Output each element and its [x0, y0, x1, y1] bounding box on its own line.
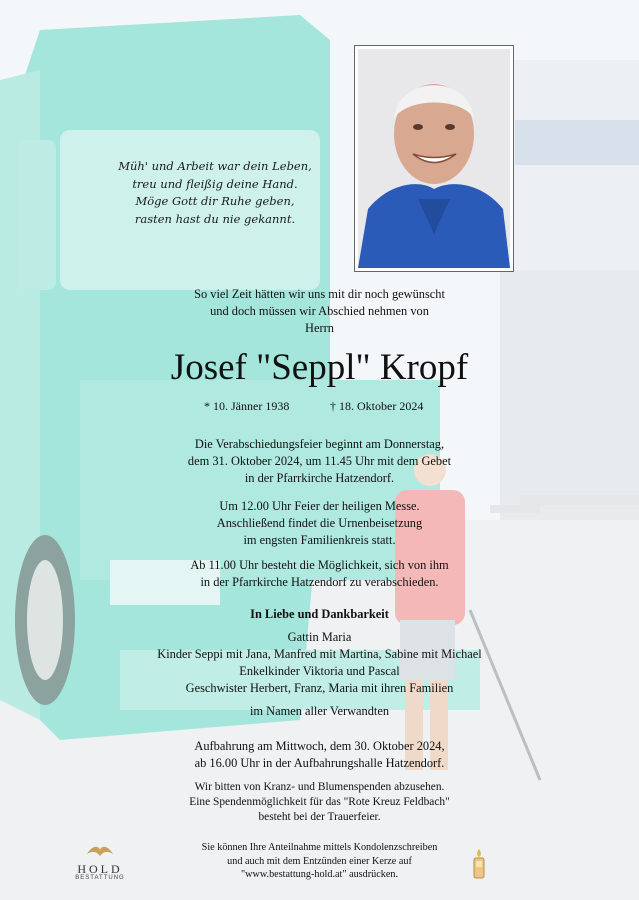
death-date: † 18. Oktober 2024 — [330, 399, 424, 413]
family-line: Gattin Maria — [287, 630, 352, 644]
candle-icon — [470, 848, 488, 880]
footer-line: Sie können Ihre Anteilnahme mittels Kondolenzschreiben — [201, 842, 438, 853]
farewell-text — [0, 557, 639, 591]
funeral-home-logo — [72, 842, 128, 881]
mass-line: im engsten Familienkreis statt. — [243, 533, 396, 547]
ceremony-line: dem 31. Oktober 2024, um 11.45 Uhr mit dem Gebet — [187, 454, 452, 468]
intro-line: So viel Zeit hätten wir uns mit dir noch gewünscht — [194, 287, 445, 301]
intro-text — [0, 286, 639, 337]
logo-name: HOLD — [77, 862, 123, 876]
footer-line: und auch mit dem Entzünden einer Kerze auf — [227, 855, 412, 867]
family-line: Enkelkinder Viktoria und Pascal — [239, 664, 400, 678]
donation-line: Wir bitten von Kranz- und Blumenspenden abzusehen. — [194, 781, 445, 793]
poem-line: Müh' und Arbeit war dein Leben, — [118, 159, 312, 173]
ceremony-line: Die Verabschiedungsfeier beginnt am Donnerstag, — [194, 437, 445, 451]
deceased-name: Josef "Seppl" Kropf — [170, 347, 469, 388]
donation-line: Eine Spendenmöglichkeit für das "Rote Kreuz Feldbach" — [189, 796, 450, 808]
intro-line: Herrn — [305, 321, 334, 335]
poem-line: treu und fleißig deine Hand. — [132, 176, 298, 191]
farewell-line: in der Pfarrkirche Hatzendorf zu verabschieden. — [200, 575, 439, 589]
viewing-text — [0, 738, 639, 772]
viewing-line: Aufbahrung am Mittwoch, dem 30. Oktober 2024, — [194, 739, 445, 753]
family-list — [0, 629, 639, 697]
mass-text — [0, 498, 639, 549]
family-line: Geschwister Herbert, Franz, Maria mit ihren Familien — [185, 681, 454, 695]
love-heading: In Liebe und Dankbarkeit — [250, 607, 389, 621]
poem-line: Möge Gott dir Ruhe geben, — [135, 194, 295, 208]
donation-line: besteht bei der Trauerfeier. — [258, 811, 381, 823]
logo-subtitle: BESTATTUNG — [75, 875, 125, 881]
footer-line[interactable]: "www.bestattung-hold.at" ausdrücken. — [240, 869, 399, 880]
farewell-line: Ab 11.00 Uhr besteht die Möglichkeit, sich von ihm — [190, 558, 449, 572]
family-line: Kinder Seppi mit Jana, Manfred mit Martina, Sabine mit Michael — [157, 647, 482, 661]
relatives-text: im Namen aller Verwandten — [249, 704, 390, 718]
poem — [102, 158, 328, 228]
viewing-line: ab 16.00 Uhr in der Aufbahrungshalle Hatzendorf. — [194, 756, 445, 770]
donation-text — [0, 780, 639, 825]
ceremony-text — [0, 436, 639, 487]
ceremony-line: in der Pfarrkirche Hatzendorf. — [244, 471, 395, 485]
wing-icon — [85, 842, 115, 858]
mass-line: Um 12.00 Uhr Feier der heiligen Messe. — [219, 499, 420, 513]
mass-line: Anschließend findet die Urnenbeisetzung — [216, 516, 423, 530]
intro-line: und doch müssen wir Abschied nehmen von — [210, 304, 429, 318]
poem-line: rasten hast du nie gekannt. — [134, 211, 296, 226]
portrait-photo — [354, 45, 514, 272]
birth-date: * 10. Jänner 1938 — [204, 399, 290, 413]
